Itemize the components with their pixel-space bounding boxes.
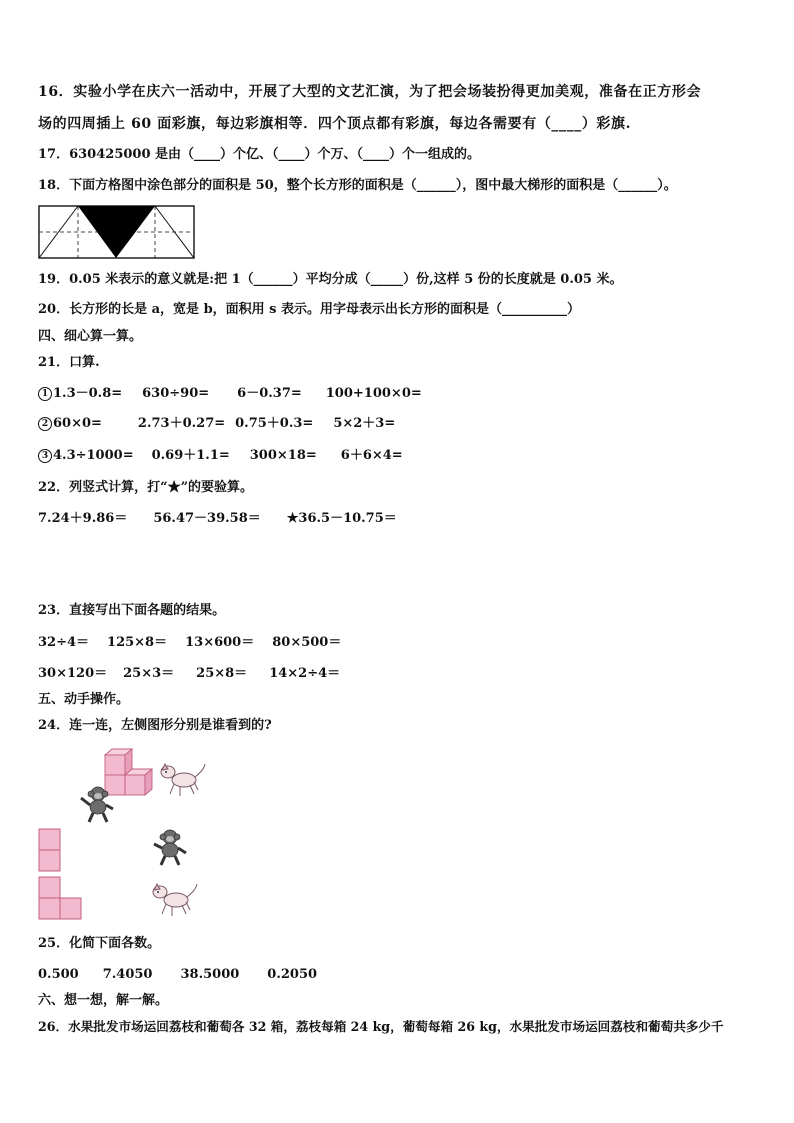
q24-title: 24．连一连，左侧图形分别是谁看到的? bbox=[38, 718, 272, 733]
expr: 6＋6×4= bbox=[340, 448, 403, 463]
q26-text: 26．水果批发市场运回荔枝和葡萄各 32 箱，荔枝每箱 24 kg，葡萄每箱 26 kg，水果批发市场运回荔枝和葡萄共多少千 bbox=[38, 1019, 724, 1034]
expr: 32÷4＝ bbox=[38, 635, 90, 650]
expr: 0.75＋0.3= bbox=[235, 416, 314, 431]
expr: 4.3÷1000= bbox=[53, 448, 134, 463]
expr: 60×0= bbox=[53, 416, 102, 431]
q17-text: 17．630425000 是由（____）个亿、（____）个万、（____）个一组成的。 bbox=[38, 147, 481, 162]
number: 38.5000 bbox=[180, 967, 240, 982]
expr: 56.47－39.58＝ bbox=[153, 511, 261, 526]
q18-grid-figure bbox=[38, 205, 195, 259]
expr: 6－0.37= bbox=[237, 386, 302, 401]
q23-title: 23．直接写出下面各题的结果。 bbox=[38, 603, 226, 618]
monkey-icon bbox=[78, 785, 118, 825]
expr: 125×8＝ bbox=[107, 635, 168, 650]
expr: 1.3－0.8= bbox=[53, 386, 123, 401]
number: 0.2050 bbox=[267, 967, 318, 982]
expr: 80×500＝ bbox=[272, 635, 342, 650]
expr: 300×18= bbox=[249, 448, 317, 463]
circled-number: 3 bbox=[38, 449, 52, 463]
q22-title: 22．列竖式计算，打“★”的要验算。 bbox=[38, 480, 254, 495]
expr: ★36.5－10.75＝ bbox=[286, 511, 397, 526]
q22-row bbox=[38, 511, 397, 527]
q21-title: 21．口算. bbox=[38, 355, 100, 370]
expr: 14×2÷4＝ bbox=[269, 666, 341, 681]
expr: 7.24＋9.86＝ bbox=[38, 511, 128, 526]
q23-row-2 bbox=[38, 666, 340, 682]
section-4-heading: 四、细心算一算。 bbox=[38, 329, 143, 344]
view-two-stacked bbox=[38, 828, 62, 872]
circled-number: 1 bbox=[38, 387, 52, 401]
q19-text: 19．0.05 米表示的意义就是:把 1（______）平均分成（_____）份,这样 5 份的长度就是 0.05 米。 bbox=[38, 272, 623, 287]
q25-row bbox=[38, 967, 317, 983]
q21-row-2 bbox=[38, 416, 395, 432]
expr: 100+100×0= bbox=[325, 386, 422, 401]
q18-text: 18．下面方格图中涂色部分的面积是 50，整个长方形的面积是（______），图中最大梯形的面积是（______）。 bbox=[38, 178, 677, 193]
expr: 5×2＋3= bbox=[333, 416, 396, 431]
expr: 13×600＝ bbox=[185, 635, 255, 650]
expr: 630÷90= bbox=[142, 386, 210, 401]
view-l-shape bbox=[38, 876, 83, 920]
q23-row-1 bbox=[38, 635, 341, 651]
circled-number: 2 bbox=[38, 417, 52, 431]
q16-line1: 16．实验小学在庆六一活动中，开展了大型的文艺汇演，为了把会场装扮得更加美观，准备在正方形会 bbox=[38, 84, 702, 100]
q16-line2: 场的四周插上 60 面彩旗，每边彩旗相等．四个顶点都有彩旗，每边各需要有（____）彩旗. bbox=[38, 116, 632, 132]
q20-text: 20．长方形的长是 a，宽是 b，面积用 s 表示。用字母表示出长方形的面积是（__________） bbox=[38, 302, 581, 317]
q21-row-1 bbox=[38, 386, 422, 402]
expr: 2.73＋0.27= bbox=[137, 416, 226, 431]
number: 7.4050 bbox=[102, 967, 153, 982]
number: 0.500 bbox=[38, 967, 79, 982]
monkey-icon bbox=[150, 828, 190, 868]
q25-title: 25．化简下面各数。 bbox=[38, 936, 161, 951]
section-6-heading: 六、想一想，解一解。 bbox=[38, 993, 169, 1008]
q21-row-3 bbox=[38, 448, 403, 464]
expr: 25×3＝ bbox=[123, 666, 175, 681]
dog-icon bbox=[158, 760, 208, 800]
expr: 25×8＝ bbox=[196, 666, 248, 681]
section-5-heading: 五、动手操作。 bbox=[38, 692, 130, 707]
expr: 0.69＋1.1= bbox=[151, 448, 230, 463]
dog-icon bbox=[150, 880, 200, 920]
expr: 30×120＝ bbox=[38, 666, 108, 681]
